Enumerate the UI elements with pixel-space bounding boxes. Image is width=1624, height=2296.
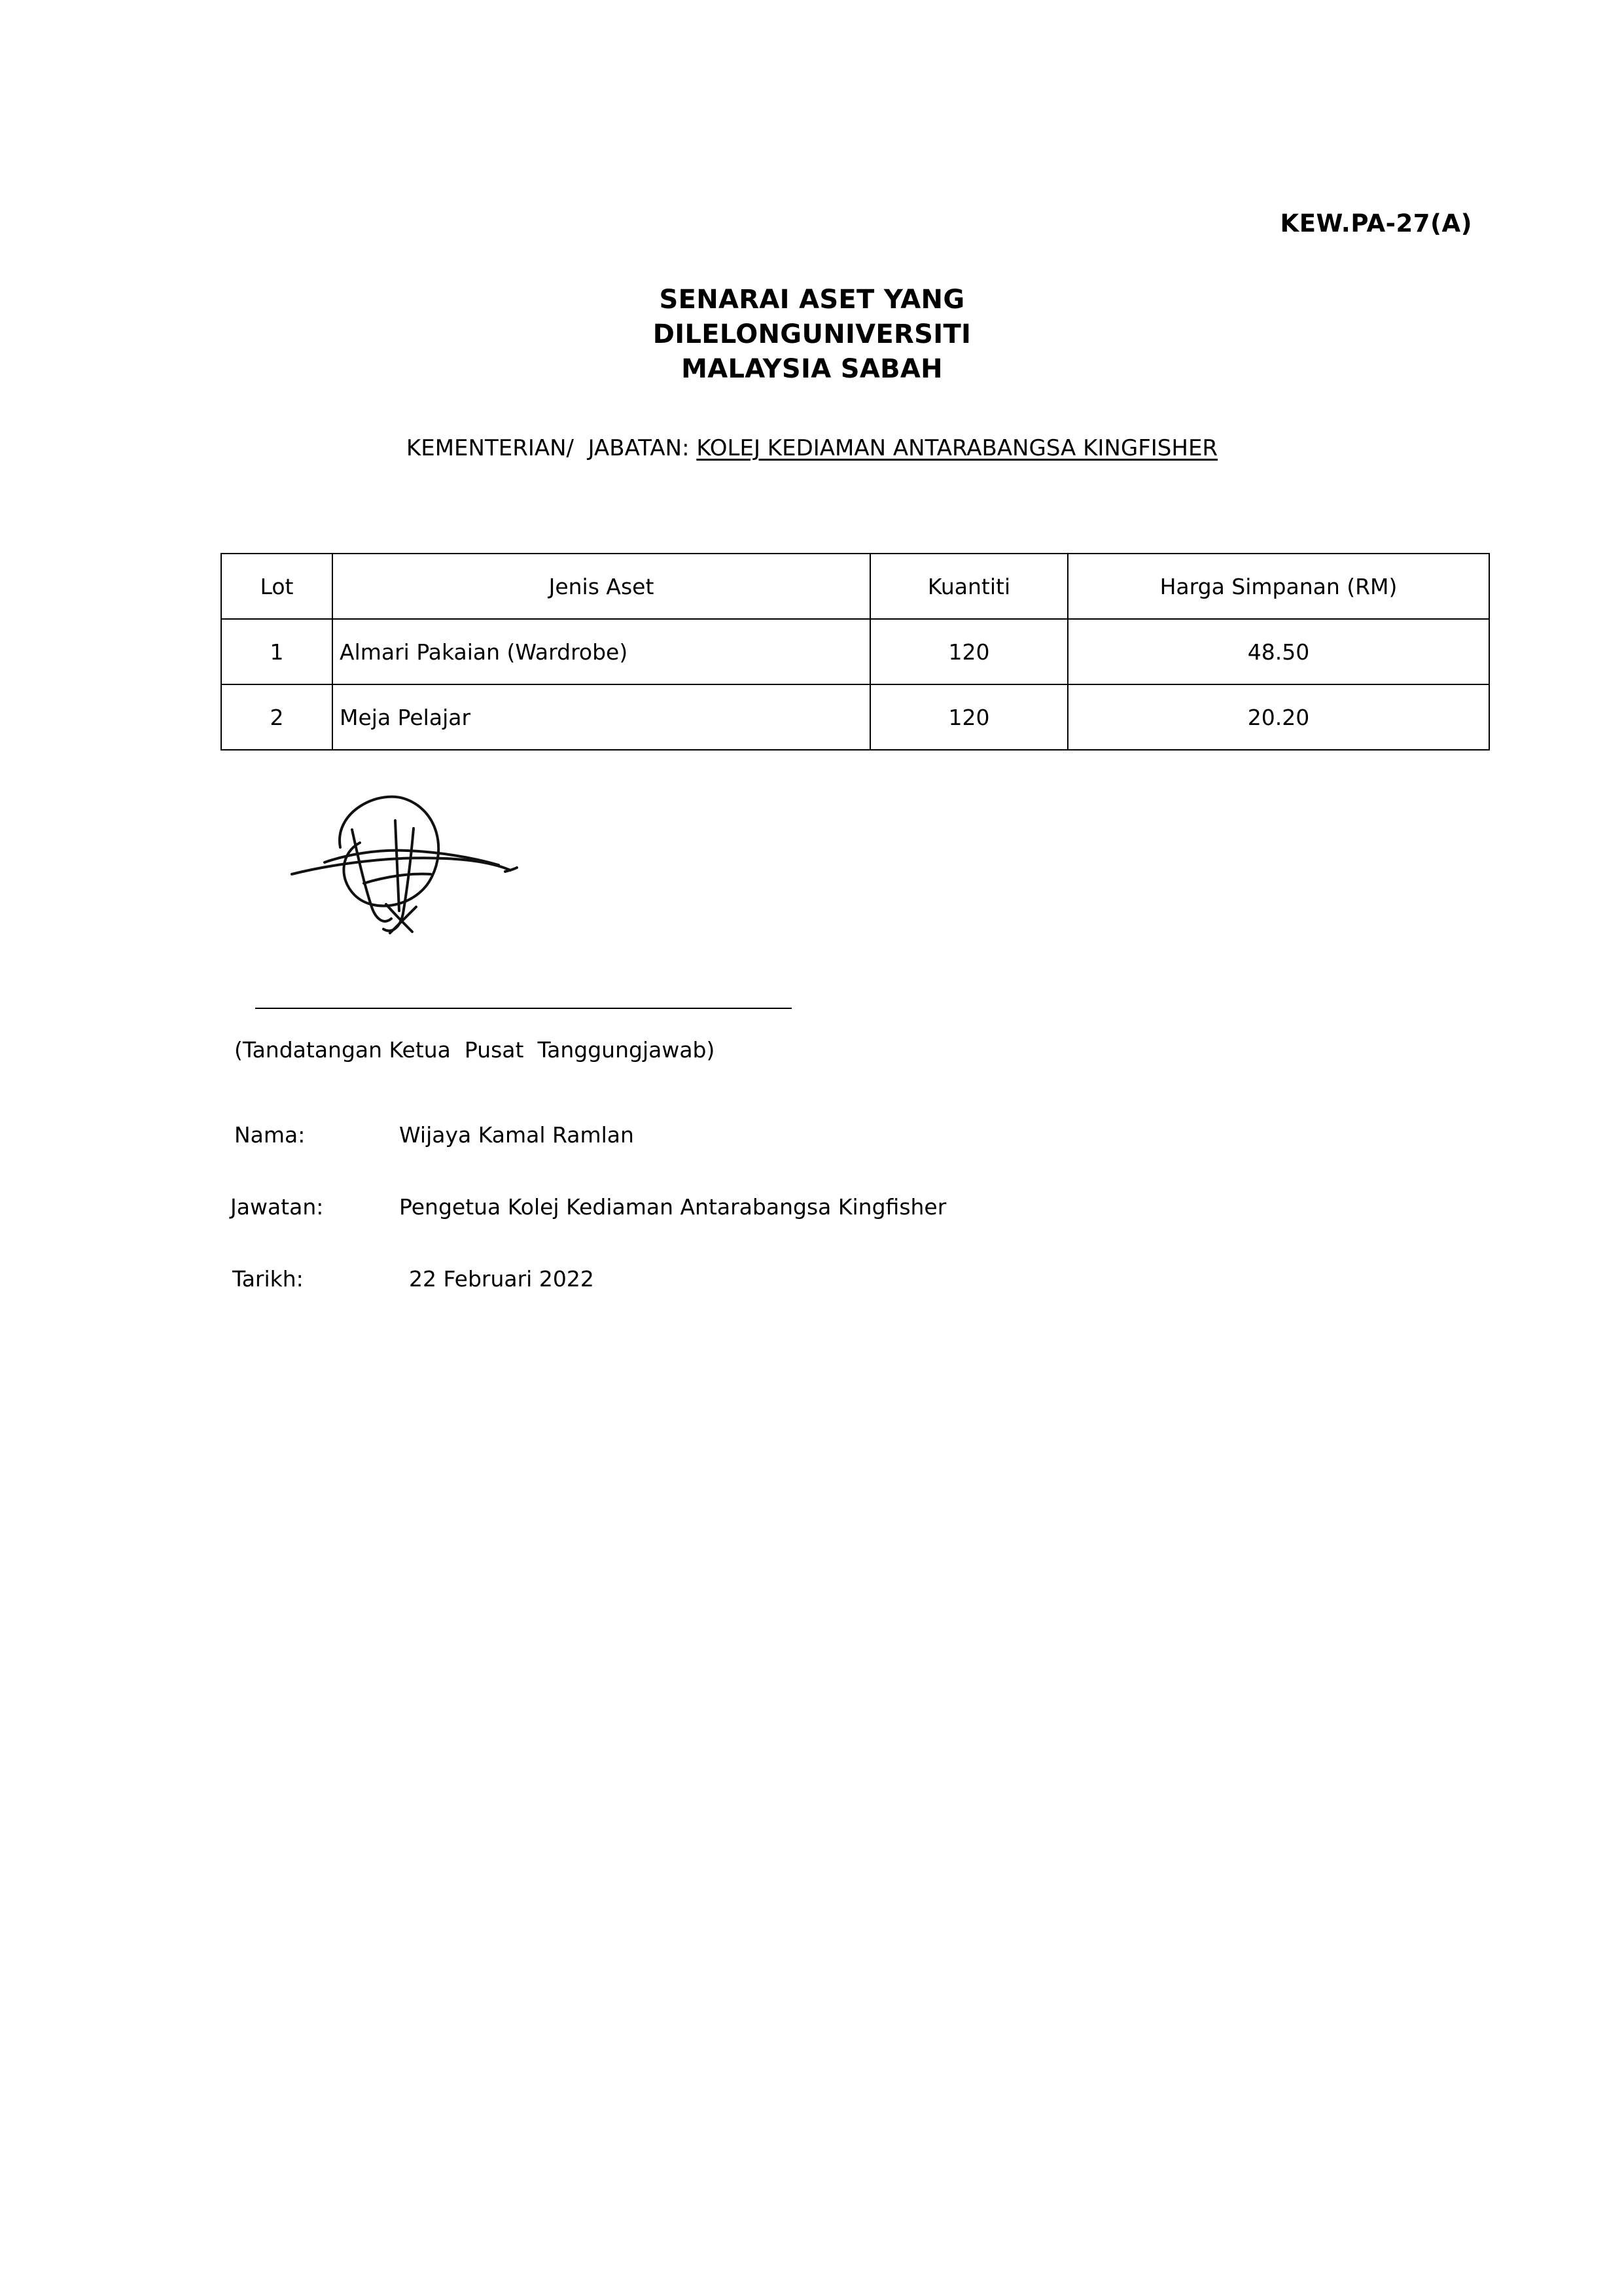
column-header-lot: Lot (221, 554, 332, 619)
field-jawatan-label: Jawatan: (230, 1194, 324, 1220)
handwritten-signature (255, 785, 556, 955)
page-title (0, 283, 1624, 386)
field-jawatan (0, 1194, 1624, 1224)
signature-caption: (Tandatangan Ketua Pusat Tanggungjawab) (234, 1037, 715, 1063)
table-row (221, 684, 1489, 750)
asset-table (221, 553, 1490, 751)
column-header-harga-simpanan: Harga Simpanan (RM) (1068, 554, 1489, 619)
form-code: KEW.PA-27(A) (1280, 209, 1472, 238)
cell-harga-simpanan: 48.50 (1068, 619, 1489, 684)
field-nama (0, 1122, 1624, 1152)
table-header-row (221, 554, 1489, 619)
field-tarikh-value: 22 Februari 2022 (409, 1266, 594, 1292)
column-header-jenis-aset: Jenis Aset (332, 554, 870, 619)
signature-line (255, 1008, 792, 1009)
cell-lot: 2 (221, 684, 332, 750)
cell-jenis-aset: Meja Pelajar (332, 684, 870, 750)
cell-kuantiti: 120 (870, 619, 1068, 684)
field-nama-value: Wijaya Kamal Ramlan (399, 1122, 634, 1148)
field-jawatan-value: Pengetua Kolej Kediaman Antarabangsa Kingfisher (399, 1194, 947, 1220)
column-header-kuantiti: Kuantiti (870, 554, 1068, 619)
page-title-line-3: MALAYSIA SABAH (681, 353, 943, 384)
field-nama-label: Nama: (234, 1122, 306, 1148)
cell-jenis-aset: Almari Pakaian (Wardrobe) (332, 619, 870, 684)
cell-kuantiti: 120 (870, 684, 1068, 750)
cell-harga-simpanan: 20.20 (1068, 684, 1489, 750)
table-row (221, 619, 1489, 684)
cell-lot: 1 (221, 619, 332, 684)
field-tarikh-label: Tarikh: (232, 1266, 304, 1292)
field-tarikh (0, 1266, 1624, 1296)
page-title-line-1: SENARAI ASET YANG (659, 285, 965, 315)
department-label: KEMENTERIAN/ JABATAN: (406, 435, 697, 461)
page-title-line-2: DILELONGUNIVERSITI (652, 319, 972, 349)
department-line (0, 435, 1624, 461)
department-value: KOLEJ KEDIAMAN ANTARABANGSA KINGFISHER (696, 435, 1218, 461)
